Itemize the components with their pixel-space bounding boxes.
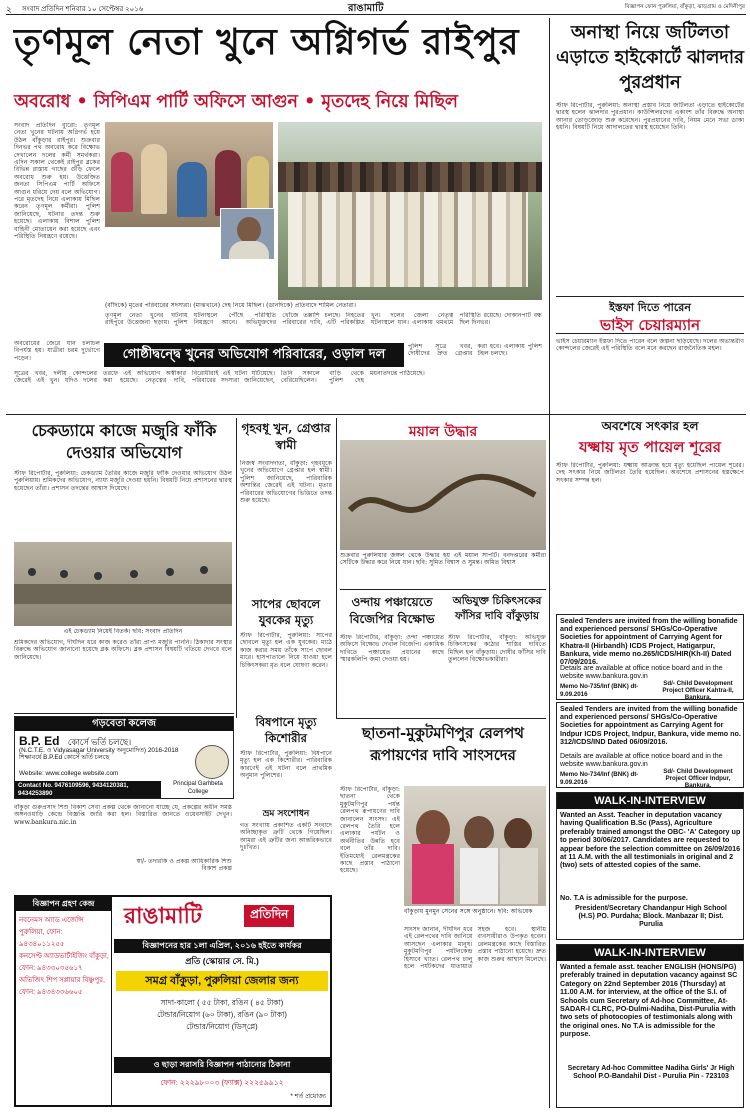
lead-body: সংবাদ প্রতিদিন ব্যুরো: তৃণমূল নেতা খুনের ঘটনায় অগ্নিগর্ভ হয়ে উঠল বাঁকুড়ার রাইপুর। শুক্রবার দিনভর পথ অবরোধ করে বিক্ষোভ দেখালেন দলের কর্মী সমর্থকরা। এদিন সকাল থেকেই রাইপুর ব্লকের বিভিন্ন রাস্তায় গাছের গুঁড়ি ফেলে অবরোধ শুরু হয়। উত্তেজিত জনতা সিপিএম পার্টি অফিসে আগুন ধরিয়ে দেয় বলে অভিযোগ। পরে মৃতদেহ নিয়ে এলাকায় মিছিল করেন তৃণমূল কর্মীরা। পুলিশ জানিয়েছে, ঘটনার তদন্ত শুরু হয়েছে। এলাকায় বিশাল পুলিশ বাহিনী মোতায়েন করা হয়েছে এবং পরিস্থিতি নিয়ন্ত্রণে রয়েছে। <box>14 122 100 241</box>
chekyam-body-more: শ্রমিকদের অভিযোগ, দীর্ঘদিন ধরে কাজ করেও তাঁরা প্রাপ্য মজুরি পাননি। ঠিকাদার সংস্থার বিরুদ্ধে অভিযোগ জানানো হয়েছে ব্লক অফিসে। ব্লক প্রশাসন বিষয়টি খতিয়ে দেখবে বলে জানিয়েছে। <box>14 639 232 661</box>
lead-strip: গোষ্ঠীদ্বন্দ্বে খুনের অভিযোগ পরিবারের, ওড়াল দল <box>104 343 404 367</box>
rail-body: স্টাফ রিপোর্টার, বাঁকুড়া: ছাতনা থেকে মুকুটমণিপুর পর্যন্ত রেলপথ রূপায়ণের দাবি জানালেন সাংসদ। এই রেলপথ তৈরি হলে এলাকার পর্যটন ও অর্থনীতির উন্নতি হবে বলে তাঁর দাবি। ইতিমধ্যেই রেলমন্ত্রকের কাছে প্রস্তাব পাঠানো হয়েছে। <box>340 786 400 875</box>
tender-ad-2 <box>556 702 744 788</box>
tender-ad-1 <box>556 614 744 700</box>
rail-body-more: সাংসদ জানান, দীর্ঘদিন ধরে এই রেলপথের দাবি জানিয়ে আসছেন এলাকার মানুষ। মুকুটমণিপুর পর্যটনকেন্দ্র হিসাবে খ্যাত। রেলপথ চালু হলে পর্যটকদের যাতায়াত সহজ হবে। স্থানীয় ব্যবসায়ীরাও উপকৃত হবেন। রেলমন্ত্রকের কাছে বিস্তারিত প্রস্তাব পাঠানো হয়েছে। দ্রুত কাজ শুরুর আশ্বাস মিলেছে। <box>404 926 546 971</box>
lead-photo-procession <box>278 122 542 300</box>
masthead-date: সংবাদ প্রতিদিন শনিবার ১০ সেপ্টেম্বর ২০১৬ <box>22 6 144 13</box>
lead-photo-portrait <box>220 208 275 260</box>
tender1-text: Sealed Tenders are invited from the willing bonafide and experienced persons/ SHGs/Co-Operative Societies for appointment of Carrying Agent for Khatra-II (Hirbandh) ICDS Project, Hatigarpur, Bankura, vide memo no.265/ICDS/HIR(Kh-II) Dated 07/09/2016. <box>560 616 738 667</box>
tender1-memo: Memo No-735/Inf (BNK) dt-9.09.2016 <box>560 683 639 698</box>
griha-headline: গৃহবধূ খুন, গ্রেপ্তার স্বামী <box>241 421 331 452</box>
python-snake-graphic <box>340 440 546 550</box>
rangamati-date-line: বিজ্ঞাপনের হার ১লা এপ্রিল, ২০১৬ হইতে কার্যকর <box>114 939 330 953</box>
snake-headline: সাপের ছোবলে যুবকের মৃত্যু <box>251 597 321 627</box>
doctor-body: স্টাফ রিপোর্টার, বাঁকুড়া: অভিযুক্ত চিকিৎসকের কঠোর শাস্তির দাবিতে মিছিল হল বাঁকুড়ায়। দোষীর ফাঁসির দাবি তুললেন বিক্ষোভকারীরা। <box>448 634 546 664</box>
rangamati-centers <box>16 897 112 1105</box>
masthead-ad-info: বিজ্ঞাপন ফোন পুরুলিয়া, বাঁকুড়া, ঝাড়গ্রাম ও মেদিনীপুর <box>624 4 745 10</box>
chekyam-body: স্টাফ রিপোর্টার, পুরুলিয়া: চেকড্যাম তৈরির কাজে মজুরি ফাঁকি দেওয়ার অভিযোগ উঠল পুরুলিয়ায়। শ্রমিকদের অভিযোগ, ন্যায্য মজুরি দেওয়া হয়নি। বিষয়টি নিয়ে প্রশাসনের দ্বারস্থ হয়েছেন তাঁরা। প্রশাসন তদন্তের আশ্বাস দিয়েছে। <box>14 470 232 492</box>
walkin1-body: Wanted an Asst. Teacher in deputation vacancy having Qualification B.Sc (Pass), Agriculture preferably trained amongst the OBC- 'A' Category up to period 30/06/2017. Candidates are requested to appear before the selection committee on 26/09/2016 at 11 A.M. with the all testimonials in original and 2 (two) sets of attested copies of the same. <box>560 810 741 870</box>
tender1-sign: Sd/- Child Development Project Officer Kahtra-II, Bankura. <box>662 680 734 700</box>
correction-body: গত সংখ্যায় প্রকাশিত একটি সংবাদে অনিচ্ছাকৃত ত্রুটি থেকে গিয়েছিল। আমরা এই ত্রুটির জন্য আন্তরিকভাবে দুঃখিত। <box>240 822 332 852</box>
walkin-ad-1 <box>556 792 744 940</box>
rangamati-star: * শর্ত প্রযোজ্য <box>290 1093 326 1100</box>
python-photo <box>340 440 546 550</box>
python-headline: ময়াল উদ্ধার <box>408 424 478 440</box>
college-logo <box>195 745 229 779</box>
college-sign: Principal Garhbeta College <box>173 781 223 795</box>
inset-top: ইস্তফা দিতে পারেন <box>609 301 691 314</box>
chekyam-headline: চেকড্যামে কাজে মজুরি ফাঁকি দেওয়ার অভিযোগ <box>31 421 217 462</box>
right-top-headline: অনাস্থা নিয়ে জটিলতা এড়াতে হাইকোর্টে ঝালদার পুরপ্রধান <box>556 22 744 93</box>
lead-photo-caption: (বাঁদিকে) মৃতের পরিবারের সদস্যরা। (মাঝখানে) দেহ নিয়ে মিছিল। (ডানদিকে) প্রতিবাদে শামিল নেতারা। <box>105 302 357 309</box>
poison-body: স্টাফ রিপোর্টার, পুরুলিয়া: বিষপানে মৃত্যু হল এক কিশোরীর। পারিবারিক কারণেই এই ঘটনা বলে প্রাথমিক অনুমান পুলিশের। <box>240 750 332 780</box>
yakshma-headline: যক্ষ্মায় মৃত পায়েল শূরের <box>578 438 722 456</box>
lead-body-col2: তৃণমূল নেতা খুনের ঘটনায় রাইপুরে উত্তেজনা ছড়ায়। পুলিশ ঘটনাস্থলে পৌঁছে পরিস্থিতি নিয়ন্ত্রণে আনে। অভিযুক্তদের খোঁজে তল্লাশি চলছে। নিহতের পরিবারের দাবি, এটি পরিকল্পিত খুন। দলের জেলা নেতৃত্ব ঘটনাস্থলে যান। এলাকায় থমথমে পরিস্থিতি রয়েছে। দোকানপাট বন্ধ ছিল দিনভর। <box>105 312 542 327</box>
rangamati-phone: ফোন: ২২২৯৮০০৩ (ফ্যাক্স) ২২২৫৯৯১২ <box>160 1078 284 1087</box>
tender2-memo: Memo No-734/Inf (BNK) dt-9.09.2016 <box>560 771 639 786</box>
rail-headline: ছাতনা-মুকুটমণিপুর রেলপথ রূপায়ণের দাবি সাংসদের <box>362 724 524 764</box>
walkin2-head: WALK-IN-INTERVIEW <box>557 945 743 961</box>
college-course-tail: কোর্সে ভর্তি চলছে। <box>67 737 132 747</box>
chekyam-caption: এই চেকড্যাম নিয়েই বিতর্ক। ছবি: সংবাদ প্রতিদিন <box>63 628 183 635</box>
tender2-sign: Sd/- Child Development Project Officer Indpur, Bankura. <box>663 768 733 788</box>
rangamati-paper: প্রতিদিন <box>244 905 294 927</box>
walkin1-note: No. T.A is admissible for the purpose. <box>560 893 688 902</box>
lead-subhead: অবরোধ • সিপিএম পার্টি অফিসে আগুন • মৃতদেহ নিয়ে মিছিল <box>14 92 458 112</box>
college-web: Website: www.college website.com <box>19 770 119 777</box>
odwaya-headline: ওন্দায় পঞ্চায়েতে বিজেপির বিক্ষোভ <box>349 595 435 626</box>
college-contact: Contact No. 9476109596, 9434120381, 9434253890 <box>15 781 161 798</box>
right-top-body-more: ভাইস চেয়ারম্যান ইস্তফা দিতে পারেন বলে জল্পনা ছড়িয়েছে। দলের অভ্যন্তরীণ কোন্দলের জেরেই এই পরিস্থিতি বলে মনে করছেন রাজনৈতিক মহল। <box>556 338 744 353</box>
rangamati-list-head: বিজ্ঞাপন গ্রহণ কেন্দ্র <box>16 897 111 911</box>
college-name: গড়বেতা কলেজ <box>15 717 233 731</box>
tender1-more: Details are available at office notice board and in the website www.bankura.gov.in <box>560 665 723 680</box>
rangamati-list: নবনেমস অ্যাড এজেন্সি পুরুলিয়া, ফোন: ৯৪৩৪০১১২৫৫ কনসেপ্ট অ্যাডভার্টাইজিং বাঁকুড়া, ফোন: ৯৪৩৩০৩৫৬১৭ অভিজিৎ শিপ সপ্লায়ার বিষ্ণুপুর, ফোন: ৯৪৩৪৩৩৬৬০৫ <box>19 917 109 996</box>
rail-caption: বাঁকুড়ায় মুনমুন সেনের সঙ্গে অনুষ্ঠানে। ছবি: অভিষেক <box>404 908 533 915</box>
page-number: ২ <box>6 4 12 14</box>
python-caption: শুক্রবার পুরুলিয়ার জঙ্গল থেকে উদ্ধার হয় এই ময়াল সাপটি। বনদপ্তরের কর্মীরা সেটিকে উদ্ধার করে নিয়ে যান। ছবি: সুমিত বিশ্বাস ও সুমন্ত। অমিত বিশ্বাস <box>340 552 546 567</box>
rangamati-contact: ও ছাড়া সরাসরি বিজ্ঞাপন পাঠানোর ঠিকানা <box>114 1057 330 1073</box>
rail-photo <box>404 786 546 906</box>
college-affil: (N.C.T.E. ও Vidyasagar University অনুমোদিত) 2016-2018 শিক্ষাবর্ষে B.P.Ed কোর্সে ভর্তি চলছে <box>19 747 179 762</box>
inset-main: ভাইস চেয়ারম্যান <box>599 316 701 334</box>
griha-body: নিজস্ব সংবাদদাতা, বাঁকুড়া: গৃহবধূকে খুনের অভিযোগে গ্রেপ্তার হল স্বামী। পুলিশ জানিয়েছে, পারিবারিক অশান্তির জেরেই এই ঘটনা। মৃতার পরিবারের অভিযোগের ভিত্তিতে তদন্ত শুরু হয়েছে। <box>240 460 332 505</box>
tender2-more: Details are available at office notice board and in the website www.bankura.gov.in <box>560 753 723 768</box>
walkin-ad-2 <box>556 944 744 1108</box>
rangamati-rate-note: প্রতি (স্কোয়ার সে. মি.) <box>185 956 259 966</box>
walkin1-head: WALK-IN-INTERVIEW <box>557 793 743 809</box>
notice-body: বাঁকুড়া গুরুপ্রসাদ শিশু বিকাশ সেবা প্রকল্প থেকে জানানো যাচ্ছে যে, প্রকল্পের অধীন সমস্ত অঙ্গনওয়াড়ি কেন্দ্রে বিজ্ঞপ্তি জারি করা হল। বিস্তারিত জানতে ওয়েবসাইট দেখুন। www.bankura.nic.in <box>14 804 232 826</box>
right-inset <box>556 296 744 334</box>
lead-headline: তৃণমূল নেতা খুনে অগ্নিগর্ভ রাইপুর <box>14 21 520 63</box>
section-name: রাঙামাটি <box>348 3 384 14</box>
correction-headline: ভ্রম সংশোধন <box>262 809 310 819</box>
lead-body-col4: পুলিশ সূত্রে খবর, দোষীদের দ্রুত গ্রেপ্তার করা হবে। এলাকায় পুলিশ টহল চলছে। <box>408 343 542 358</box>
poison-headline: বিষপানে মৃত্যু কিশোরীর <box>255 715 317 745</box>
walkin2-body: Wanted a female asst. teacher ENGLISH (HONS/PG) preferably trained in deputation vacancy against SC Category on 22nd September 2016 (Thursday) at 11.00 A.M. for interview, at the office of the S.I. of Schools cum Secretary of Ad-hoc Committee, At-SADAR-I CLRC, PO-Dulmi-Nadiha, Dist-Purulia with two sets of photocopies of testimonials along with the original ones. No T.A is admissible for the purpose. <box>560 962 738 1039</box>
rangamati-ad <box>14 895 332 1107</box>
yakshma-body: স্টাফ রিপোর্টার, পুরুলিয়া: যক্ষ্মায় আক্রান্ত হয়ে মৃত্যু হয়েছিল পায়েল শূরের। দেহ সৎকার নিয়ে জটিলতা তৈরি হয়েছিল। অবশেষে প্রশাসনের হস্তক্ষেপে সৎকার সম্পন্ন হল। <box>556 462 744 484</box>
right-top-body: স্টাফ রিপোর্টার, পুরুলিয়া: অনাস্থা প্রস্তাব নিয়ে জটিলতা এড়াতে হাইকোর্টের দ্বারস্থ হলেন ঝালদার পুরপ্রধান। কাউন্সিলরদের একাংশ তাঁর বিরুদ্ধে অনাস্থা আনার তোড়জোড় শুরু করেছেন। পুরপ্রধানের দাবি, নিয়ম মেনে সভা ডাকা হয়নি। বিষয়টি নিয়ে আদালতের দ্বারস্থ হয়েছেন তিনি। <box>556 102 744 132</box>
walkin2-sign: Secretary Ad-hoc Committee Nadiha Girls' Jr High School P.O-Bandahil Dist - Purulia Pin - 723103 <box>567 1065 735 1081</box>
college-course: B.P. Ed <box>19 734 60 748</box>
walkin1-sign: President/Secretary Chandanpur High School (H.S) PO. Purdaha; Block. Manbazar II; Dist. Purulia <box>575 905 727 929</box>
rangamati-brand: রাঙামাটি <box>124 903 202 928</box>
yakshma-top: অবশেষে সৎকার হল <box>601 419 699 433</box>
doctor-headline: অভিযুক্ত চিকিৎসকের ফাঁসির দাবি বাঁকুড়ায় <box>452 595 542 622</box>
snake-body: স্টাফ রিপোর্টার, পুরুলিয়া: সাপের ছোবলে মৃত্যু হল এক যুবকের। মাঠে কাজ করার সময় তাঁকে সাপে ছোবল মারে। হাসপাতালে নিয়ে যাওয়া হলে চিকিৎসকরা মৃত বলে ঘোষণা করেন। <box>240 632 332 669</box>
rangamati-region: সমগ্র বাঁকুড়া, পুরুলিয়া জেলার জন্য <box>116 971 328 991</box>
odwaya-body: স্টাফ রিপোর্টার, বাঁকুড়া: ওন্দা পঞ্চায়েত অফিসে বিক্ষোভ দেখাল বিজেপি। একাধিক দাবিতে পঞ্চায়েত প্রধানের কাছে স্মারকলিপি জমা দেওয়া হয়। <box>340 634 444 664</box>
notice-sign: স্বা/- তদারকি ও প্রকল্প আধিকারিক শিশু বিকাশ প্রকল্প <box>136 858 232 873</box>
chekyam-photo <box>14 542 232 626</box>
rangamati-rates: সাদা-কালো ( ৫৫ টাকা, রঙিন ( ৪৫ টাকা) টেন্ডার/নিয়োগ (৬০ টাকা), রঙিন (৯০ টাকা) টেন্ডার/নিয়োগ (ডিস্‌প্লে) <box>157 998 287 1031</box>
masthead <box>0 0 750 14</box>
lead-body-col5: সূত্রের খবর, দলীয় কোন্দলের জেরেই এই খুন। যদিও দলের তরফে এই অভিযোগ অস্বীকার করা হয়েছে। নেতৃত্বের দাবি, বিরোধীরাই এই ঘটনা ঘটিয়েছে। পরিবারের সদস্যরা জানিয়েছেন, তিনি সকালে বাড়ি থেকে বেরিয়েছিলেন। পুলিশ দেহ ময়নাতদন্তে পাঠিয়েছে। <box>14 370 425 385</box>
tender2-text: Sealed Tenders are invited from the willing bonafide and experienced persons/ SHGs/Co-Operative Societies for appointment as Carrying Agent for Indpur ICDS Project, Indpur, Bankura, vide memo no. 312/ICDS/IND Dated 06/09/2016. <box>560 704 741 746</box>
college-ad <box>14 716 234 799</box>
lead-body-col3: অবরোধের জেরে যান চলাচল বিপর্যস্ত হয়। যাত্রীরা চরম দুর্ভোগে পড়েন। <box>14 340 100 362</box>
